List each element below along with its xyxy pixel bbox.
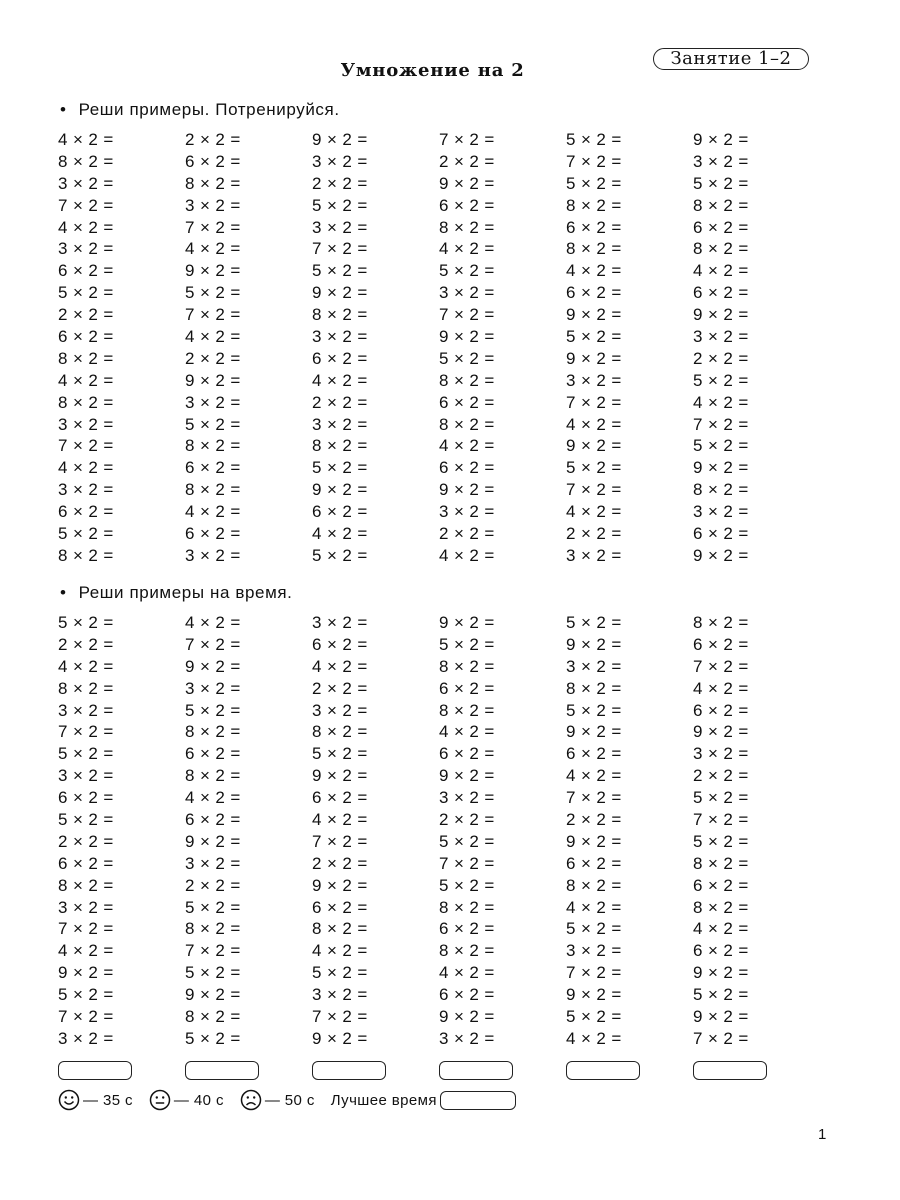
exercise: 7 × 2 = <box>566 788 622 808</box>
exercise: 9 × 2 = <box>439 327 495 347</box>
exercise: 6 × 2 = <box>185 744 241 764</box>
exercise: 6 × 2 = <box>693 283 749 303</box>
exercise: 8 × 2 = <box>185 480 241 500</box>
exercise: 5 × 2 = <box>312 963 368 983</box>
exercise: 4 × 2 = <box>58 370 114 390</box>
exercise: 3 × 2 = <box>58 897 114 917</box>
exercise: 7 × 2 = <box>312 239 368 259</box>
exercise: 3 × 2 = <box>312 327 368 347</box>
exercise: 5 × 2 = <box>693 436 749 456</box>
exercise: 5 × 2 = <box>439 831 495 851</box>
exercise: 4 × 2 = <box>566 414 622 434</box>
exercise: 6 × 2 = <box>312 897 368 917</box>
time-box-column-3[interactable] <box>312 1061 386 1080</box>
exercise: 9 × 2 = <box>439 1007 495 1027</box>
exercise: 9 × 2 = <box>439 173 495 193</box>
exercise: 4 × 2 = <box>185 327 241 347</box>
exercise: 3 × 2 = <box>58 173 114 193</box>
exercise: 9 × 2 = <box>58 963 114 983</box>
exercise: 3 × 2 = <box>58 239 114 259</box>
exercise: 9 × 2 = <box>312 130 368 149</box>
exercise: 8 × 2 = <box>566 678 622 698</box>
exercise: 4 × 2 = <box>566 502 622 522</box>
time-legend <box>58 1088 516 1112</box>
time-box-column-5[interactable] <box>566 1061 640 1080</box>
exercise: 9 × 2 = <box>185 831 241 851</box>
exercise: 6 × 2 = <box>693 634 749 654</box>
exercise: 9 × 2 = <box>566 436 622 456</box>
exercise: 3 × 2 = <box>185 195 241 215</box>
exercise: 8 × 2 = <box>58 348 114 368</box>
exercise: 7 × 2 = <box>693 414 749 434</box>
exercise: 5 × 2 = <box>58 613 114 632</box>
exercise: 7 × 2 = <box>312 1007 368 1027</box>
exercise: 6 × 2 = <box>312 348 368 368</box>
exercise: 3 × 2 = <box>312 700 368 720</box>
exercise: 2 × 2 = <box>185 130 241 149</box>
exercise: 3 × 2 = <box>58 766 114 786</box>
exercise: 3 × 2 = <box>312 613 368 632</box>
exercise: 5 × 2 = <box>58 744 114 764</box>
best-time <box>331 1091 516 1110</box>
exercise: 5 × 2 = <box>566 919 622 939</box>
exercise: 5 × 2 = <box>566 458 622 478</box>
exercise: 9 × 2 = <box>185 261 241 281</box>
exercise: 7 × 2 = <box>58 436 114 456</box>
legend-item-happy <box>58 1089 133 1111</box>
exercise: 3 × 2 = <box>566 370 622 390</box>
exercise: 5 × 2 = <box>312 458 368 478</box>
exercise: 9 × 2 = <box>693 1007 749 1027</box>
exercise: 5 × 2 = <box>566 173 622 193</box>
exercise: 4 × 2 = <box>312 810 368 830</box>
exercise: 6 × 2 = <box>58 261 114 281</box>
exercise: 6 × 2 = <box>58 502 114 522</box>
exercise: 6 × 2 = <box>185 458 241 478</box>
exercise: 3 × 2 = <box>185 545 241 565</box>
time-answer-boxes <box>58 1061 820 1080</box>
exercise: 4 × 2 = <box>58 130 114 149</box>
exercise: 3 × 2 = <box>566 656 622 676</box>
best-time-box[interactable] <box>440 1091 516 1110</box>
exercise: 5 × 2 = <box>566 613 622 632</box>
time-box-column-6[interactable] <box>693 1061 767 1080</box>
exercise: 9 × 2 = <box>312 1028 368 1048</box>
exercise: 3 × 2 = <box>439 1028 495 1048</box>
exercise: 4 × 2 = <box>185 613 241 632</box>
exercise: 9 × 2 = <box>566 634 622 654</box>
exercise: 3 × 2 = <box>439 788 495 808</box>
exercise: 7 × 2 = <box>58 195 114 215</box>
instruction-text: Реши примеры. Потренируйся. <box>78 100 340 119</box>
exercise: 2 × 2 = <box>312 678 368 698</box>
exercise: 5 × 2 = <box>439 348 495 368</box>
exercise: 9 × 2 = <box>693 545 749 565</box>
exercise: 7 × 2 = <box>693 1028 749 1048</box>
exercise: 5 × 2 = <box>693 985 749 1005</box>
exercise: 6 × 2 = <box>439 678 495 698</box>
exercise: 7 × 2 = <box>58 919 114 939</box>
exercise: 8 × 2 = <box>58 875 114 895</box>
exercise: 5 × 2 = <box>566 1007 622 1027</box>
exercise: 5 × 2 = <box>185 897 241 917</box>
exercise: 8 × 2 = <box>185 436 241 456</box>
exercise: 5 × 2 = <box>58 283 114 303</box>
exercise: 5 × 2 = <box>693 173 749 193</box>
exercise: 3 × 2 = <box>58 700 114 720</box>
exercise: 5 × 2 = <box>439 634 495 654</box>
exercise: 6 × 2 = <box>58 327 114 347</box>
exercise: 4 × 2 = <box>185 788 241 808</box>
exercise: 9 × 2 = <box>312 766 368 786</box>
exercise: 2 × 2 = <box>566 524 622 544</box>
exercise: 3 × 2 = <box>566 941 622 961</box>
instruction-text: Реши примеры на время. <box>78 583 293 602</box>
exercise: 7 × 2 = <box>693 810 749 830</box>
legend-item-sad <box>240 1089 315 1111</box>
exercise: 7 × 2 = <box>185 634 241 654</box>
exercise: 9 × 2 = <box>693 963 749 983</box>
exercise: 8 × 2 = <box>693 195 749 215</box>
bullet: • <box>60 100 67 119</box>
exercise: 5 × 2 = <box>58 810 114 830</box>
exercise: 4 × 2 = <box>439 963 495 983</box>
exercise: 8 × 2 = <box>312 919 368 939</box>
exercise: 8 × 2 = <box>439 897 495 917</box>
exercise: 6 × 2 = <box>439 744 495 764</box>
exercise: 5 × 2 = <box>693 788 749 808</box>
exercise: 5 × 2 = <box>439 875 495 895</box>
exercise: 5 × 2 = <box>693 370 749 390</box>
exercise: 7 × 2 = <box>566 963 622 983</box>
exercise: 4 × 2 = <box>566 1028 622 1048</box>
exercise: 3 × 2 = <box>312 151 368 171</box>
exercise: 4 × 2 = <box>312 941 368 961</box>
exercise: 8 × 2 = <box>185 173 241 193</box>
exercise: 5 × 2 = <box>312 545 368 565</box>
exercise: 7 × 2 = <box>312 831 368 851</box>
exercise: 6 × 2 = <box>185 810 241 830</box>
exercise: 6 × 2 = <box>185 151 241 171</box>
exercise: 6 × 2 = <box>693 700 749 720</box>
exercise: 5 × 2 = <box>693 831 749 851</box>
exercise: 8 × 2 = <box>185 722 241 742</box>
exercise: 4 × 2 = <box>693 678 749 698</box>
exercise: 7 × 2 = <box>566 392 622 412</box>
best-time-label: Лучшее время <box>330 1091 437 1109</box>
exercise: 8 × 2 = <box>312 436 368 456</box>
exercise: 3 × 2 = <box>58 414 114 434</box>
page-number: 1 <box>818 1126 827 1143</box>
exercise: 7 × 2 = <box>566 151 622 171</box>
exercise: 7 × 2 = <box>185 305 241 325</box>
exercise: 6 × 2 = <box>693 217 749 237</box>
bullet: • <box>60 583 67 602</box>
exercise: 3 × 2 = <box>185 853 241 873</box>
exercise: 9 × 2 = <box>693 130 749 149</box>
exercise: 3 × 2 = <box>693 151 749 171</box>
exercise: 7 × 2 = <box>566 480 622 500</box>
exercise: 2 × 2 = <box>185 875 241 895</box>
exercise: 3 × 2 = <box>312 217 368 237</box>
exercise: 2 × 2 = <box>312 173 368 193</box>
exercise: 3 × 2 = <box>439 502 495 522</box>
exercise: 6 × 2 = <box>439 985 495 1005</box>
exercise: 6 × 2 = <box>566 853 622 873</box>
exercise: 9 × 2 = <box>693 458 749 478</box>
exercise: 9 × 2 = <box>185 656 241 676</box>
exercise: 7 × 2 = <box>693 656 749 676</box>
exercise: 6 × 2 = <box>312 634 368 654</box>
exercise: 3 × 2 = <box>693 327 749 347</box>
exercise: 2 × 2 = <box>58 831 114 851</box>
exercise: 4 × 2 = <box>312 656 368 676</box>
exercise: 6 × 2 = <box>439 195 495 215</box>
exercise: 6 × 2 = <box>566 217 622 237</box>
exercise: 4 × 2 = <box>312 370 368 390</box>
exercise: 4 × 2 = <box>439 545 495 565</box>
exercise: 4 × 2 = <box>566 261 622 281</box>
exercise: 4 × 2 = <box>439 239 495 259</box>
exercise: 4 × 2 = <box>566 897 622 917</box>
exercise: 8 × 2 = <box>693 897 749 917</box>
exercise: 3 × 2 = <box>693 502 749 522</box>
legend-text: — 50 с <box>264 1091 315 1109</box>
exercise: 8 × 2 = <box>312 722 368 742</box>
legend-item-neutral <box>149 1089 224 1111</box>
exercise: 8 × 2 = <box>439 414 495 434</box>
exercise: 9 × 2 = <box>566 985 622 1005</box>
exercise: 2 × 2 = <box>58 634 114 654</box>
exercise: 8 × 2 = <box>185 766 241 786</box>
exercise: 3 × 2 = <box>312 414 368 434</box>
exercise: 7 × 2 = <box>185 941 241 961</box>
exercise: 8 × 2 = <box>58 392 114 412</box>
exercise: 7 × 2 = <box>58 1007 114 1027</box>
exercise: 9 × 2 = <box>439 613 495 632</box>
exercise: 4 × 2 = <box>312 524 368 544</box>
exercise: 4 × 2 = <box>185 502 241 522</box>
exercise: 3 × 2 = <box>185 678 241 698</box>
exercise: 5 × 2 = <box>185 283 241 303</box>
exercise: 9 × 2 = <box>566 831 622 851</box>
exercise: 9 × 2 = <box>693 305 749 325</box>
exercise: 9 × 2 = <box>312 875 368 895</box>
practice-exercises-grid <box>58 129 818 567</box>
time-box-column-4[interactable] <box>439 1061 513 1080</box>
exercise: 9 × 2 = <box>312 283 368 303</box>
sad-face-icon <box>240 1089 262 1111</box>
exercise: 8 × 2 = <box>58 151 114 171</box>
exercise: 8 × 2 = <box>439 656 495 676</box>
exercise: 5 × 2 = <box>312 261 368 281</box>
exercise: 6 × 2 = <box>693 524 749 544</box>
exercise: 5 × 2 = <box>312 744 368 764</box>
exercise: 6 × 2 = <box>58 788 114 808</box>
exercise: 9 × 2 = <box>693 722 749 742</box>
exercise: 6 × 2 = <box>566 744 622 764</box>
happy-face-icon <box>58 1089 80 1111</box>
exercise: 3 × 2 = <box>566 545 622 565</box>
exercise: 9 × 2 = <box>566 722 622 742</box>
exercise: 7 × 2 = <box>185 217 241 237</box>
exercise: 7 × 2 = <box>439 853 495 873</box>
exercise: 8 × 2 = <box>185 919 241 939</box>
exercise: 8 × 2 = <box>693 853 749 873</box>
exercise: 9 × 2 = <box>566 305 622 325</box>
exercise: 6 × 2 = <box>439 458 495 478</box>
instruction-practice <box>60 100 340 120</box>
exercise: 2 × 2 = <box>439 524 495 544</box>
exercise: 8 × 2 = <box>566 875 622 895</box>
exercise: 3 × 2 = <box>185 392 241 412</box>
exercise: 3 × 2 = <box>312 985 368 1005</box>
exercise: 8 × 2 = <box>693 480 749 500</box>
exercise: 4 × 2 = <box>566 766 622 786</box>
instruction-timed <box>60 583 292 603</box>
exercise: 9 × 2 = <box>185 370 241 390</box>
exercise: 9 × 2 = <box>185 985 241 1005</box>
exercise: 6 × 2 = <box>185 524 241 544</box>
exercise: 4 × 2 = <box>58 656 114 676</box>
exercise: 3 × 2 = <box>439 283 495 303</box>
exercise: 2 × 2 = <box>439 151 495 171</box>
exercise: 5 × 2 = <box>58 985 114 1005</box>
time-box-column-1[interactable] <box>58 1061 132 1080</box>
exercise: 7 × 2 = <box>58 722 114 742</box>
legend-text: — 35 с <box>83 1091 133 1109</box>
exercise: 9 × 2 = <box>566 348 622 368</box>
exercise: 2 × 2 = <box>693 348 749 368</box>
exercise: 6 × 2 = <box>693 875 749 895</box>
exercise: 8 × 2 = <box>185 1007 241 1027</box>
legend-text: — 40 с <box>173 1091 224 1109</box>
exercise: 6 × 2 = <box>439 919 495 939</box>
exercise: 3 × 2 = <box>693 744 749 764</box>
timed-exercises-grid <box>58 612 818 1050</box>
exercise: 2 × 2 = <box>185 348 241 368</box>
exercise: 8 × 2 = <box>312 305 368 325</box>
exercise: 6 × 2 = <box>312 788 368 808</box>
exercise: 6 × 2 = <box>566 283 622 303</box>
exercise: 8 × 2 = <box>58 678 114 698</box>
exercise: 3 × 2 = <box>58 1028 114 1048</box>
exercise: 4 × 2 = <box>58 941 114 961</box>
exercise: 9 × 2 = <box>439 766 495 786</box>
exercise: 4 × 2 = <box>439 722 495 742</box>
exercise: 2 × 2 = <box>439 810 495 830</box>
exercise: 8 × 2 = <box>693 239 749 259</box>
exercise: 6 × 2 = <box>312 502 368 522</box>
exercise: 5 × 2 = <box>566 327 622 347</box>
exercise: 5 × 2 = <box>185 1028 241 1048</box>
exercise: 7 × 2 = <box>439 130 495 149</box>
exercise: 2 × 2 = <box>693 766 749 786</box>
exercise: 2 × 2 = <box>58 305 114 325</box>
exercise: 4 × 2 = <box>58 458 114 478</box>
exercise: 5 × 2 = <box>566 130 622 149</box>
exercise: 5 × 2 = <box>185 414 241 434</box>
exercise: 4 × 2 = <box>185 239 241 259</box>
exercise: 4 × 2 = <box>693 392 749 412</box>
exercise: 8 × 2 = <box>439 941 495 961</box>
exercise: 8 × 2 = <box>439 700 495 720</box>
exercise: 6 × 2 = <box>693 941 749 961</box>
exercise: 8 × 2 = <box>693 613 749 632</box>
exercise: 7 × 2 = <box>439 305 495 325</box>
exercise: 4 × 2 = <box>439 436 495 456</box>
exercise: 6 × 2 = <box>439 392 495 412</box>
exercise: 4 × 2 = <box>58 217 114 237</box>
exercise: 4 × 2 = <box>693 261 749 281</box>
exercise: 5 × 2 = <box>185 700 241 720</box>
lesson-badge: Занятие 1–2 <box>653 48 809 70</box>
exercise: 2 × 2 = <box>312 853 368 873</box>
exercise: 8 × 2 = <box>439 217 495 237</box>
exercise: 8 × 2 = <box>58 545 114 565</box>
exercise: 5 × 2 = <box>566 700 622 720</box>
exercise: 8 × 2 = <box>439 370 495 390</box>
time-box-column-2[interactable] <box>185 1061 259 1080</box>
exercise: 2 × 2 = <box>566 810 622 830</box>
exercise: 5 × 2 = <box>439 261 495 281</box>
exercise: 9 × 2 = <box>312 480 368 500</box>
exercise: 8 × 2 = <box>566 239 622 259</box>
exercise: 2 × 2 = <box>312 392 368 412</box>
neutral-face-icon <box>149 1089 171 1111</box>
exercise: 6 × 2 = <box>58 853 114 873</box>
exercise: 5 × 2 = <box>312 195 368 215</box>
exercise: 3 × 2 = <box>58 480 114 500</box>
exercise: 8 × 2 = <box>566 195 622 215</box>
exercise: 4 × 2 = <box>693 919 749 939</box>
exercise: 9 × 2 = <box>439 480 495 500</box>
exercise: 5 × 2 = <box>185 963 241 983</box>
page-title: Умножение на 2 <box>340 60 525 81</box>
exercise: 5 × 2 = <box>58 524 114 544</box>
